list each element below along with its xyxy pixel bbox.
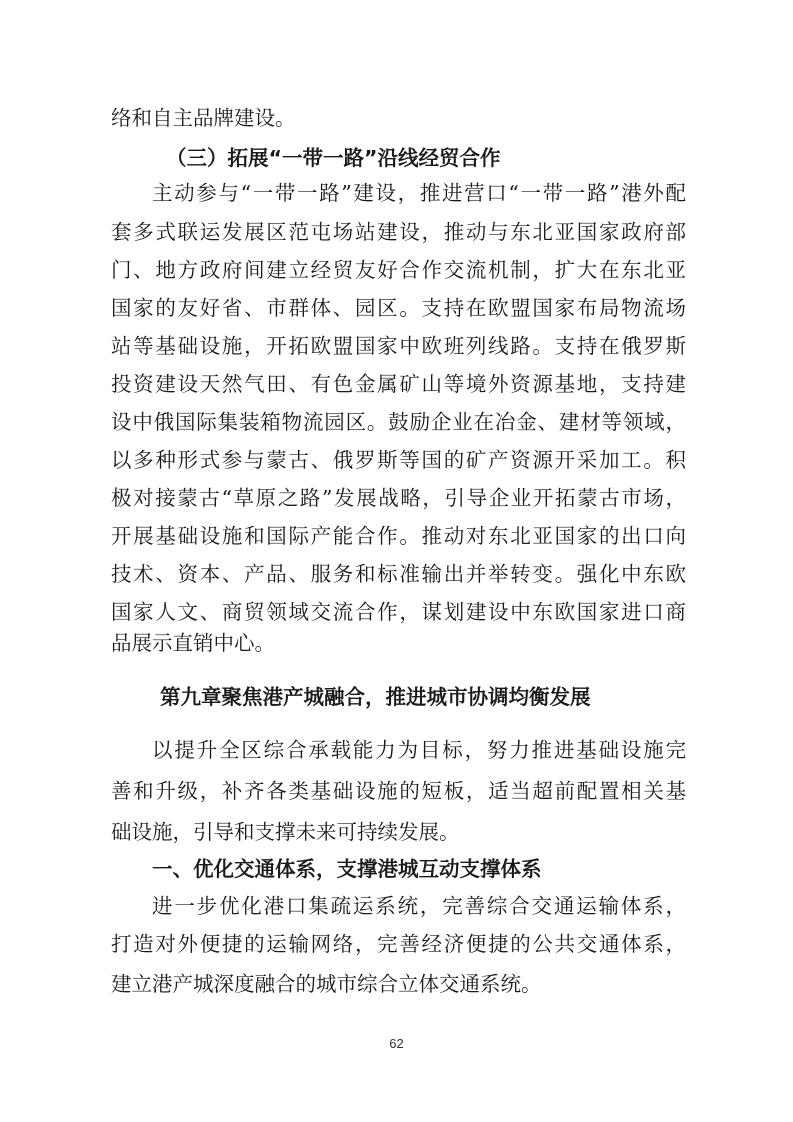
paragraph-line: 投资建设天然气田、有色金属矿山等境外资源基地，支持建 [111, 372, 686, 396]
page-number: 62 [389, 1036, 404, 1051]
paragraph-continuation-line: 络和自主品牌建设。 [111, 106, 296, 130]
paragraph-line: 以提升全区综合承载能力为目标，努力推进基础设施完 [152, 738, 686, 762]
paragraph-line: 进一步优化港口集疏运系统，完善综合交通运输体系， [152, 894, 686, 918]
paragraph-line: 础设施，引导和支撑未来可持续发展。 [111, 820, 460, 844]
paragraph-line: 建立港产城深度融合的城市综合立体交通系统。 [111, 972, 542, 996]
paragraph-line: 以多种形式参与蒙古、俄罗斯等国的矿产资源开采加工。积 [111, 448, 686, 472]
paragraph-line: 打造对外便捷的运输网络，完善经济便捷的公共交通体系， [111, 932, 686, 956]
paragraph-line: 套多式联运发展区范屯场站建设，推动与东北亚国家政府部 [111, 220, 686, 244]
paragraph-line: 善和升级，补齐各类基础设施的短板，适当超前配置相关基 [111, 779, 686, 803]
paragraph-line: 极对接蒙古“草原之路”发展战略，引导企业开拓蒙古市场， [111, 486, 686, 510]
paragraph-line: 站等基础设施，开拓欧盟国家中欧班列线路。支持在俄罗斯 [111, 334, 686, 358]
paragraph-line: 品展示直销中心。 [111, 631, 275, 655]
section-heading-one: 一、优化交通体系，支撑港城互动支撑体系 [152, 857, 542, 881]
paragraph-line: 主动参与“一带一路”建设，推进营口“一带一路”港外配 [152, 181, 686, 205]
section-heading-three: （三）拓展“一带一路”沿线经贸合作 [166, 146, 501, 170]
paragraph-line: 开展基础设施和国际产能合作。推动对东北亚国家的出口向 [111, 524, 686, 548]
chapter-heading: 第九章聚焦港产城融合，推进城市协调均衡发展 [160, 685, 591, 709]
paragraph-line: 技术、资本、产品、服务和标准输出并举转变。强化中东欧 [111, 562, 686, 586]
paragraph-line: 国家的友好省、市群体、园区。支持在欧盟国家布局物流场 [111, 296, 686, 320]
paragraph-line: 门、地方政府间建立经贸友好合作交流机制，扩大在东北亚 [111, 258, 686, 282]
paragraph-line: 国家人文、商贸领域交流合作，谋划建设中东欧国家进口商 [111, 600, 686, 624]
paragraph-line: 设中俄国际集装箱物流园区。鼓励企业在冶金、建材等领域， [111, 410, 686, 434]
